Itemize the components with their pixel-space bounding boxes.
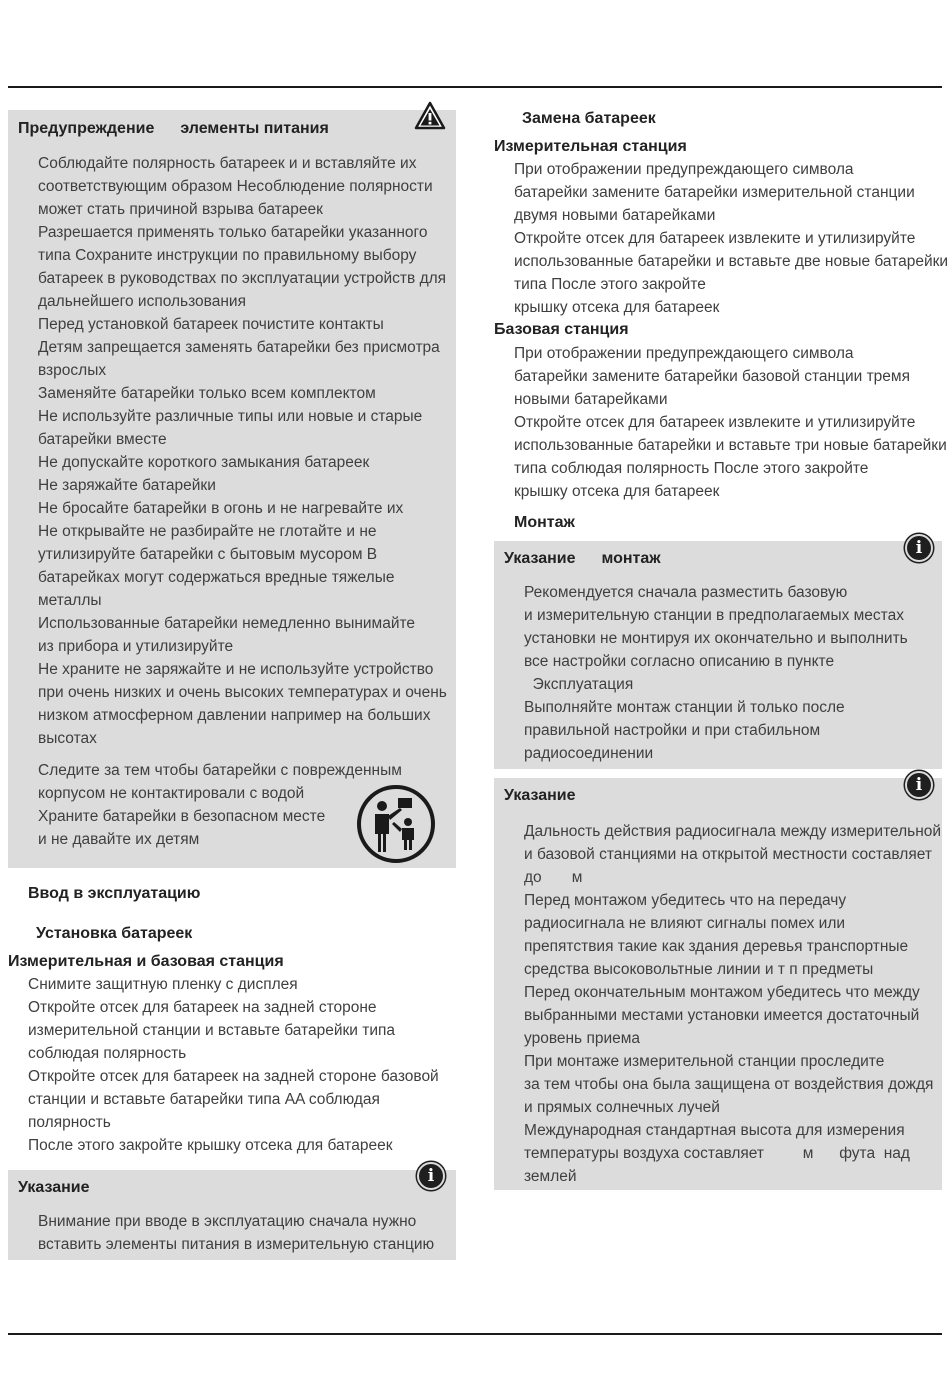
warning-line: Заменяйте батарейки только всем комплектом (38, 385, 376, 402)
range-line: Перед монтажом убедитесь что на передачу (524, 892, 847, 909)
warning-line: Не храните не заряжайте и не используйте устройство (38, 661, 434, 678)
warning-line: металлы (38, 592, 102, 609)
mount-line: Выполняйте монтаж станции й только после (524, 699, 845, 716)
warning-line: взрослых (38, 362, 107, 379)
warning-line: Перед установкой батареек почистите контакты (38, 316, 384, 333)
mount-line: правильной настройки и при стабильном (524, 722, 821, 739)
step-line: Откройте отсек для батареек на задней стороне базовой (28, 1068, 439, 1085)
stations-heading: Измерительная и базовая станция (8, 953, 284, 970)
mount-line: установки не монтируя их окончательно и выполнить (524, 630, 908, 647)
warning-line: высотах (38, 730, 97, 747)
range-note-title: Указание (504, 787, 576, 804)
base-line: Откройте отсек для батареек извлеките и утилизируйте (514, 414, 916, 431)
warning-line: корпусом не контактировали с водой (38, 785, 305, 802)
base-station-lines (514, 342, 947, 503)
note-line: Внимание при вводе в эксплуатацию сначала нужно (38, 1213, 417, 1230)
measure-line: двумя новыми батарейками (514, 207, 716, 224)
range-line: средства высоковольтные линии и т п предметы (524, 961, 874, 978)
mount-line: и измерительную станции в предполагаемых местах (524, 607, 904, 624)
range-line: Международная стандартная высота для измерения (524, 1122, 905, 1139)
mount-line: Рекомендуется сначала разместить базовую (524, 584, 848, 601)
mounting-heading: Монтаж (514, 514, 575, 531)
range-line: выбранными местами установки имеется достаточный (524, 1007, 920, 1024)
step-line: Откройте отсек для батареек на задней стороне (28, 999, 377, 1016)
warning-lines (38, 152, 448, 750)
note-title: Указание (18, 1179, 90, 1196)
mount-line: радиосоединении (524, 745, 654, 762)
warning-line: Храните батарейки в безопасном месте (38, 808, 326, 825)
base-line: крышку отсека для батареек (514, 483, 720, 500)
warning-line: может стать причиной взрыва батареек (38, 201, 323, 218)
replace-batteries-heading: Замена батареек (522, 110, 656, 127)
measuring-station-lines (514, 158, 949, 319)
range-line: землей (524, 1168, 577, 1185)
base-line: новыми батарейками (514, 391, 668, 408)
range-line: и прямых солнечных лучей (524, 1099, 720, 1116)
info-icon: i (417, 1162, 445, 1190)
warning-line: из прибора и утилизируйте (38, 638, 234, 655)
note-line: вставить элементы питания в измерительную станцию (38, 1236, 435, 1253)
mounting-note-box (494, 538, 942, 769)
commissioning-heading: Ввод в эксплуатацию (28, 885, 201, 902)
range-line: до м (524, 869, 583, 886)
warning-line: типа Сохраните инструкции по правильному выбору (38, 247, 417, 264)
range-line: препятствия такие как здания деревья транспортные (524, 938, 909, 955)
warning-title (18, 120, 329, 138)
base-line: батарейки замените батарейки базовой станции тремя (514, 368, 910, 385)
warning-line: Не заряжайте батарейки (38, 477, 216, 494)
step-line: станции и вставьте батарейки типа AA соблюдая (28, 1091, 380, 1108)
range-note-lines (524, 820, 942, 1188)
mounting-note-title (504, 550, 661, 568)
warning-title-sub: элементы питания (180, 120, 329, 137)
warning-line: Не бросайте батарейки в огонь и не нагревайте их (38, 500, 404, 517)
base-line: типа соблюдая полярность После этого закройте (514, 460, 869, 477)
warning-line: и не давайте их детям (38, 831, 200, 848)
step-line: После этого закройте крышку отсека для батареек (28, 1137, 393, 1154)
warning-line: Разрешается применять только батарейки указанного (38, 224, 428, 241)
step-line: соблюдая полярность (28, 1045, 187, 1062)
measure-line: использованные батарейки и вставьте две новые батарейки (514, 253, 949, 270)
measure-line: батарейки замените батарейки измерительной станции (514, 184, 915, 201)
warning-line: низком атмосферном давлении например на больших (38, 707, 431, 724)
range-note-box (494, 775, 942, 1190)
measure-line: Откройте отсек для батареек извлеките и утилизируйте (514, 230, 916, 247)
mounting-note-lines (524, 581, 934, 765)
top-rule (8, 86, 942, 88)
measuring-station-heading: Измерительная станция (494, 138, 687, 155)
info-icon: i (905, 771, 933, 799)
base-line: использованные батарейки и вставьте три новые батарейки (514, 437, 947, 454)
mounting-note-title-sub: монтаж (601, 550, 661, 567)
warning-line: батареек в руководствах по эксплуатации устройств для (38, 270, 447, 287)
step-line: измерительной станции и вставьте батарейки типа (28, 1022, 396, 1039)
range-line: за тем чтобы она была защищена от воздействия дождя (524, 1076, 934, 1093)
measure-line: типа После этого закройте (514, 276, 706, 293)
measure-line: крышку отсека для батареек (514, 299, 720, 316)
keep-away-from-children-icon (356, 784, 436, 864)
warning-line: Не используйте различные типы или новые и старые (38, 408, 423, 425)
step-line: Снимите защитную пленку с дисплея (28, 976, 298, 993)
base-station-heading: Базовая станция (494, 321, 629, 338)
range-line: и базовой станциями на открытой местности составляет (524, 846, 932, 863)
warning-line: Использованные батарейки немедленно вынимайте (38, 615, 416, 632)
info-icon: i (905, 534, 933, 562)
warning-line: дальнейшего использования (38, 293, 246, 310)
warning-line: Не открывайте не разбирайте не глотайте и не (38, 523, 377, 540)
measure-line: При отображении предупреждающего символа (514, 161, 854, 178)
install-batteries-heading: Установка батареек (36, 925, 193, 942)
warning-title-main: Предупреждение (18, 120, 155, 137)
range-line: Дальность действия радиосигнала между измерительной (524, 823, 942, 840)
mounting-note-title-main: Указание (504, 550, 576, 567)
warning-line: утилизируйте батарейки с бытовым мусором В (38, 546, 378, 563)
step-line: полярность (28, 1114, 111, 1131)
range-line: радиосигнала не влияют сигналы помех или (524, 915, 846, 932)
range-line: уровень приема (524, 1030, 641, 1047)
install-steps (28, 973, 456, 1157)
mount-line: Эксплуатация (524, 676, 634, 693)
warning-line: при очень низких и очень высоких температурах и очень (38, 684, 447, 701)
warning-line: батарейки вместе (38, 431, 167, 448)
mount-line: все настройки согласно описанию в пункте (524, 653, 835, 670)
note-lines (38, 1210, 448, 1256)
base-line: При отображении предупреждающего символа (514, 345, 854, 362)
warning-triangle-icon (414, 101, 446, 131)
warning-line: Детям запрещается заменять батарейки без присмотра (38, 339, 440, 356)
bottom-rule (8, 1333, 942, 1335)
warning-line: соответствующим образом Несоблюдение полярности (38, 178, 433, 195)
range-line: Перед окончательным монтажом убедитесь что между (524, 984, 920, 1001)
warning-line: батарейках могут содержаться вредные тяжелые (38, 569, 395, 586)
commissioning-note-box (8, 1166, 456, 1260)
warning-line: Соблюдайте полярность батареек и и вставляйте их (38, 155, 417, 172)
warning-line: Не допускайте короткого замыкания батареек (38, 454, 370, 471)
warning-line: Следите за тем чтобы батарейки с поврежденным (38, 762, 402, 779)
range-line: температуры воздуха составляет м фута над (524, 1145, 910, 1162)
range-line: При монтаже измерительной станции проследите (524, 1053, 885, 1070)
battery-warning-box (8, 110, 456, 868)
